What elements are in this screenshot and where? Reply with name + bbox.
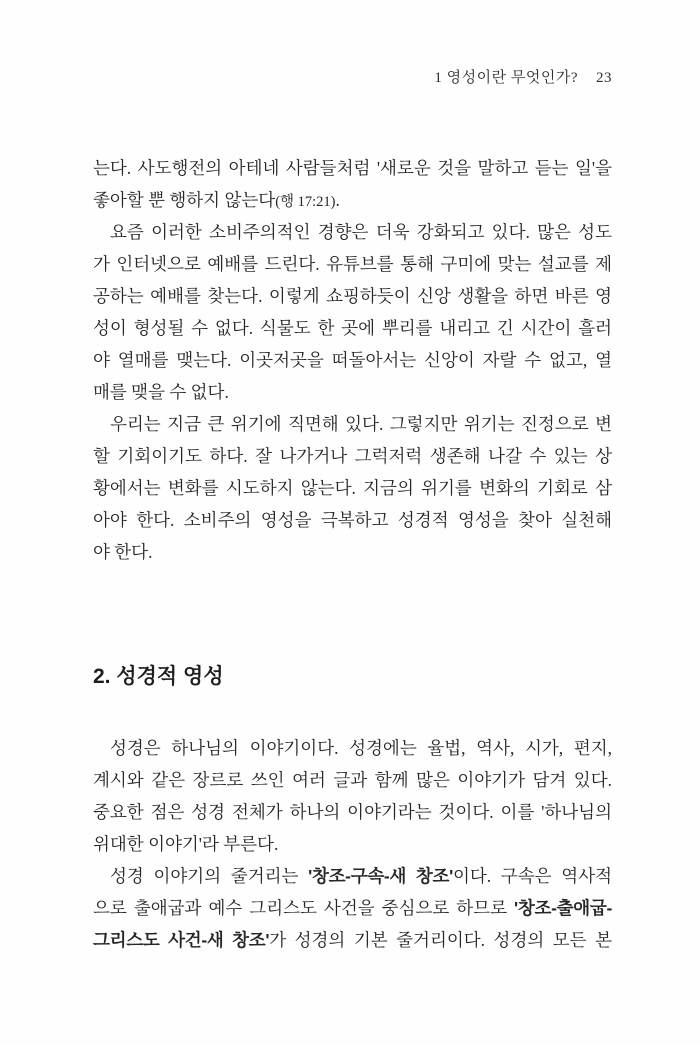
body-line (93, 408, 612, 440)
text-segment: 야 한다. (93, 542, 153, 562)
page-body-text (93, 152, 612, 956)
body-line (93, 924, 612, 956)
text-segment: 공하는 예배를 찾는다. 이렇게 쇼핑하듯이 신앙 생활을 하면 바른 영 (93, 286, 612, 306)
running-header (434, 66, 612, 87)
emphasized-text-segment: 그리스도 사건-새 창조' (93, 930, 270, 950)
body-line (93, 344, 612, 376)
running-header-chapter-title: 1 영성이란 무엇인가? (434, 70, 578, 86)
text-segment: (행 17:21) (275, 194, 336, 210)
text-segment: 할 기회이기도 하다. 잘 나가거나 그럭저럭 생존해 나갈 수 있는 상 (93, 446, 612, 466)
body-line (93, 764, 612, 796)
body-line (93, 860, 612, 892)
text-segment: 매를 맺을 수 없다. (93, 382, 229, 402)
text-segment: 야 열매를 맺는다. 이곳저곳을 떠돌아서는 신앙이 자랄 수 없고, 열 (93, 350, 612, 370)
emphasized-text-segment: '창조-구속-새 창조' (308, 866, 453, 886)
text-segment: 성이 형성될 수 없다. 식물도 한 곳에 뿌리를 내리고 긴 시간이 흘러 (93, 318, 612, 338)
body-line (93, 732, 612, 764)
body-line (93, 376, 612, 408)
body-line (93, 312, 612, 344)
text-segment: 으로 출애굽과 예수 그리스도 사건을 중심으로 하므로 (93, 898, 515, 918)
text-segment: 중요한 점은 성경 전체가 하나의 이야기라는 것이다. 이를 '하나님의 (93, 802, 612, 822)
body-line (93, 828, 612, 860)
text-segment: 가 성경의 기본 줄거리이다. 성경의 모든 본 (269, 930, 612, 950)
text-segment: 요즘 이러한 소비주의적인 경향은 더욱 강화되고 있다. 많은 성도 (110, 222, 612, 242)
text-segment: 성경 이야기의 줄거리는 (110, 866, 309, 886)
text-segment: 우리는 지금 큰 위기에 직면해 있다. 그렇지만 위기는 진정으로 변 (110, 414, 612, 434)
text-segment: 아야 한다. 소비주의 영성을 극복하고 성경적 영성을 찾아 실천해 (93, 510, 612, 530)
text-segment: 계시와 같은 장르로 쓰인 여러 글과 함께 많은 이야기가 담겨 있다. (93, 770, 612, 790)
section-heading: 2. 성경적 영성 (93, 665, 224, 688)
emphasized-text-segment: '창조-출애굽- (514, 898, 612, 918)
body-line (93, 472, 612, 504)
body-line (93, 280, 612, 312)
body-line (93, 892, 612, 924)
text-segment: 위대한 이야기'라 부른다. (93, 834, 279, 854)
body-line (93, 536, 612, 568)
body-line (93, 216, 612, 248)
text-segment: 가 인터넷으로 예배를 드린다. 유튜브를 통해 구미에 맞는 설교를 제 (93, 254, 612, 274)
body-line (93, 796, 612, 828)
text-segment: 이다. 구속은 역사적 (453, 866, 612, 886)
body-line (93, 152, 612, 184)
body-line (93, 184, 612, 216)
body-line (93, 248, 612, 280)
body-line (93, 440, 612, 472)
text-segment: 황에서는 변화를 시도하지 않는다. 지금의 위기를 변화의 기회로 삼 (93, 478, 612, 498)
text-segment: . (335, 190, 340, 210)
text-segment: 성경은 하나님의 이야기이다. 성경에는 율법, 역사, 시가, 편지, (110, 738, 612, 758)
text-segment: 좋아할 뿐 행하지 않는다 (93, 190, 276, 210)
body-line (93, 504, 612, 536)
text-segment: 는다. 사도행전의 아테네 사람들처럼 '새로운 것을 말하고 듣는 일'을 (93, 158, 612, 178)
page-number: 23 (596, 70, 612, 86)
